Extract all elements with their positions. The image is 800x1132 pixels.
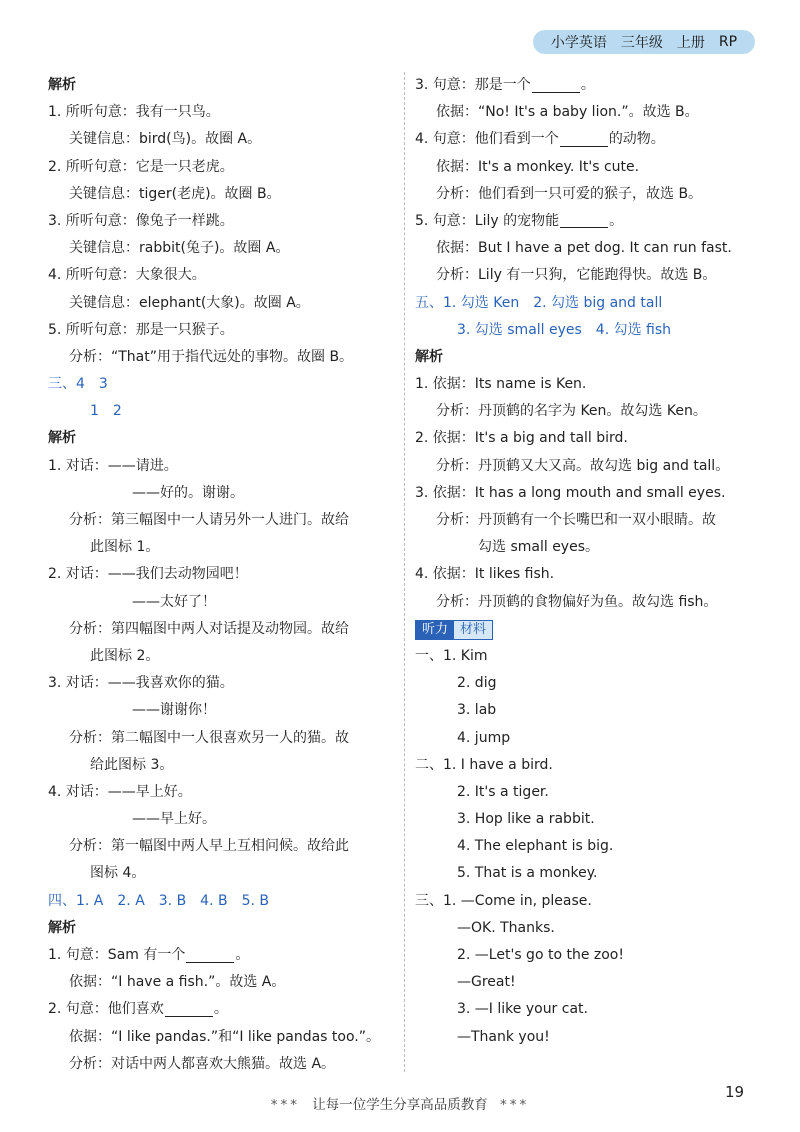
right-line (415, 208, 770, 235)
left-line: ——太好了！ (132, 593, 216, 610)
right-line: 2. It's a tiger. (457, 783, 549, 800)
right-line: 五、1. 勾选 Ken 2. 勾选 big and tall (415, 294, 663, 311)
left-line: 1. 所听句意：我有一只鸟。 (48, 104, 220, 121)
right-line: 分析：丹顶鹤有一个长嘴巴和一双小眼睛。故 (436, 512, 716, 528)
listening-material-label (415, 620, 493, 640)
answer-blank (186, 948, 234, 963)
column-divider (404, 72, 405, 1072)
left-line: 4. 所听句意：大象很大。 (48, 267, 206, 284)
text-after-blank: 。 (235, 947, 250, 963)
footer-text: 让每一位学生分享高品质教育 (312, 1097, 488, 1113)
left-line: 此图标 1。 (90, 539, 160, 556)
left-line: 依据：“I like pandas.”和“I like pandas too.”。 (69, 1028, 380, 1045)
right-line: —Great! (457, 974, 516, 991)
text-before-blank: 1. 句意：Sam 有一个 (48, 947, 186, 963)
left-line: 此图标 2。 (90, 647, 160, 664)
right-line: 依据：But I have a pet dog. It can run fast. (436, 240, 732, 257)
text-after-blank: 。 (213, 1001, 228, 1018)
left-line: 1 2 (90, 403, 122, 420)
text-after-blank: 。 (609, 212, 624, 229)
left-line: 四、1. A 2. A 3. B 4. B 5. B (48, 892, 270, 909)
text-before-blank: 2. 句意：他们喜欢 (48, 1001, 164, 1018)
right-line: 3. 勾选 small eyes 4. 勾选 fish (457, 321, 672, 338)
answer-blank (560, 213, 608, 228)
right-line: 4. 依据：It likes fish. (415, 566, 555, 583)
left-line: 1. 对话：——请进。 (48, 457, 178, 474)
right-line: 依据：“No! It's a baby lion.”。故选 B。 (436, 104, 699, 121)
right-line (415, 126, 770, 153)
left-line: ——谢谢你！ (132, 702, 216, 719)
left-line: ——好的。谢谢。 (132, 484, 244, 501)
left-line: 4. 对话：——早上好。 (48, 783, 192, 800)
right-line: 5. That is a monkey. (457, 865, 598, 882)
right-line: 4. jump (457, 729, 511, 746)
left-line: 关键信息：bird(鸟)。故圈 A。 (69, 131, 262, 148)
footer-stars-left: *** (270, 1097, 300, 1113)
right-line (415, 616, 770, 643)
right-line: 解析 (415, 348, 443, 365)
right-line: 3. lab (457, 702, 497, 719)
left-line: 3. 所听句意：像兔子一样跳。 (48, 212, 234, 229)
left-line: ——早上好。 (132, 811, 216, 828)
left-line: 分析：第四幅图中两人对话提及动物园。故给 (69, 620, 349, 637)
left-line: 解析 (48, 77, 76, 93)
right-line: —OK. Thanks. (457, 919, 555, 936)
right-line: 二、1. I have a bird. (415, 756, 553, 773)
page-number: 19 (725, 1083, 745, 1101)
right-column (415, 72, 770, 1051)
left-line: 关键信息：elephant(大象)。故圈 A。 (69, 294, 310, 311)
header-badge (533, 30, 755, 54)
left-line: 关键信息：tiger(老虎)。故圈 B。 (69, 185, 281, 202)
left-line: 分析：第一幅图中两人早上互相问候。故给此 (69, 838, 349, 855)
right-line: 勾选 small eyes。 (478, 539, 599, 556)
left-line: 关键信息：rabbit(兔子)。故圈 A。 (69, 240, 290, 257)
answer-blank (532, 78, 580, 93)
right-line: 3. 依据：It has a long mouth and small eyes. (415, 484, 726, 501)
label-material: 材料 (454, 621, 492, 639)
left-line: 解析 (48, 430, 76, 447)
label-listening: 听力 (416, 621, 454, 639)
text-before-blank: 5. 句意：Lily 的宠物能 (415, 212, 560, 229)
right-line: 分析：丹顶鹤的名字为 Ken。故勾选 Ken。 (436, 403, 707, 420)
left-line: 给此图标 3。 (90, 756, 174, 773)
left-line: 图标 4。 (90, 865, 146, 882)
right-line: 2. —Let's go to the zoo! (457, 947, 624, 963)
left-line (48, 996, 403, 1023)
text-before-blank: 4. 句意：他们看到一个 (415, 131, 559, 148)
left-line: 分析：第三幅图中一人请另外一人进门。故给 (69, 512, 349, 528)
text-before-blank: 3. 句意：那是一个 (415, 77, 531, 93)
left-column (48, 72, 403, 1078)
right-line: 4. The elephant is big. (457, 838, 614, 855)
text-after-blank: 的动物。 (608, 131, 665, 148)
footer-slogan (0, 1093, 800, 1113)
header-grade: 三年级 (620, 35, 663, 51)
left-line (48, 942, 403, 969)
right-line: 三、1. —Come in, please. (415, 892, 592, 909)
answer-blank (560, 132, 608, 147)
text-after-blank: 。 (580, 77, 595, 93)
left-line: 分析：第二幅图中一人很喜欢另一人的猫。故 (69, 729, 349, 746)
header-subject: 小学英语 (550, 35, 607, 51)
left-line: 3. 对话：——我喜欢你的猫。 (48, 675, 234, 692)
right-line: 1. 依据：Its name is Ken. (415, 376, 587, 393)
header-edition: RP (718, 34, 738, 50)
right-line: —Thank you! (457, 1028, 550, 1045)
right-line: 分析：他们看到一只可爱的猴子，故选 B。 (436, 185, 703, 202)
right-line: 依据：It's a monkey. It's cute. (436, 158, 640, 175)
left-line: 分析：对话中两人都喜欢大熊猫。故选 A。 (69, 1055, 336, 1072)
left-line: 依据：“I have a fish.”。故选 A。 (69, 974, 286, 991)
right-line: 2. dig (457, 675, 497, 692)
footer-stars-right: *** (500, 1097, 530, 1113)
right-line: 2. 依据：It's a big and tall bird. (415, 430, 628, 447)
right-line: 分析：丹顶鹤的食物偏好为鱼。故勾选 fish。 (436, 593, 718, 610)
right-line: 3. —I like your cat. (457, 1001, 588, 1018)
left-line: 解析 (48, 919, 76, 936)
header-volume: 上册 (676, 35, 705, 51)
right-line (415, 72, 770, 99)
answer-blank (165, 1002, 213, 1017)
right-line: 一、1. Kim (415, 647, 488, 664)
left-line: 三、4 3 (48, 376, 108, 393)
right-line: 3. Hop like a rabbit. (457, 811, 595, 828)
right-line: 分析：丹顶鹤又大又高。故勾选 big and tall。 (436, 457, 730, 474)
left-line: 分析：“That”用于指代远处的事物。故圈 B。 (69, 348, 354, 365)
left-line: 2. 对话：——我们去动物园吧！ (48, 566, 248, 583)
left-line: 2. 所听句意：它是一只老虎。 (48, 158, 234, 175)
right-line: 分析：Lily 有一只狗，它能跑得快。故选 B。 (436, 267, 717, 284)
left-line: 5. 所听句意：那是一只猴子。 (48, 321, 234, 338)
